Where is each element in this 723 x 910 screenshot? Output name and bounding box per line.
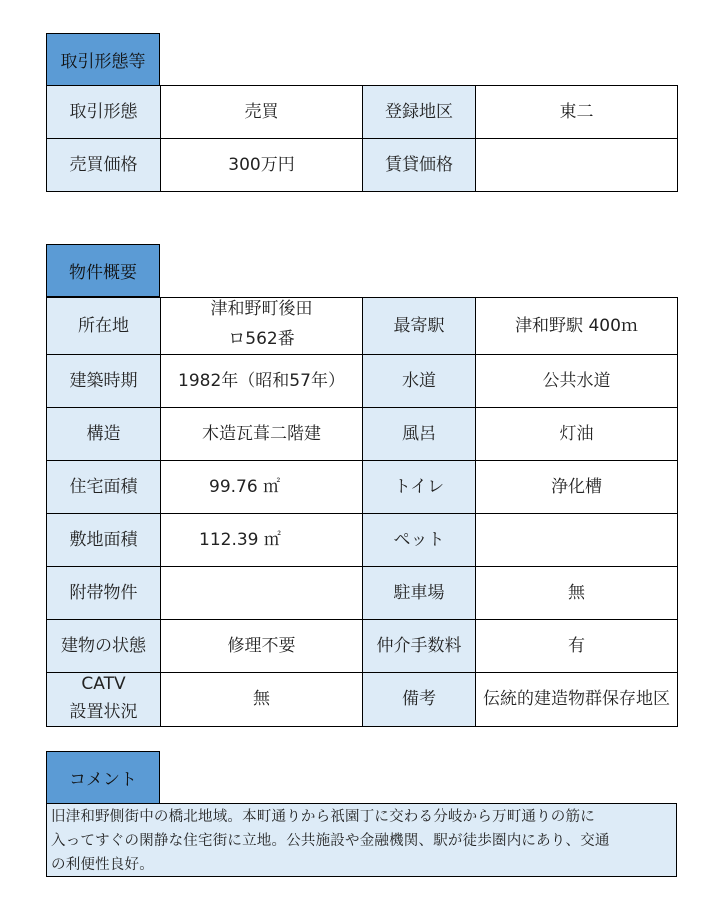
table-row	[47, 620, 678, 673]
value-floor-area: 99.76 ㎡	[161, 461, 363, 514]
label-land-area: 敷地面積	[47, 514, 161, 567]
value-sale-price: 300万円	[161, 139, 363, 192]
value-build-date: 1982年（昭和57年）	[161, 355, 363, 408]
table-row	[47, 514, 678, 567]
transaction-table	[46, 85, 678, 192]
label-build-date: 建築時期	[47, 355, 161, 408]
label-brokerage-fee: 仲介手数料	[363, 620, 476, 673]
table-row	[47, 461, 678, 514]
table-row	[47, 567, 678, 620]
label-ancillary: 附帯物件	[47, 567, 161, 620]
label-location: 所在地	[47, 298, 161, 355]
value-bath: 灯油	[476, 408, 678, 461]
value-location	[161, 298, 363, 355]
label-transaction-type: 取引形態	[47, 86, 161, 139]
comment-line-1: 旧津和野側街中の橋北地域。本町通りから祇園丁に交わる分岐から万町通りの筋に	[51, 809, 595, 825]
label-nearest-station: 最寄駅	[363, 298, 476, 355]
label-registered-district: 登録地区	[363, 86, 476, 139]
value-land-area: 112.39 ㎡	[161, 514, 363, 567]
comment-box	[46, 803, 677, 877]
value-transaction-type: 売買	[161, 86, 363, 139]
value-registered-district: 東二	[476, 86, 678, 139]
value-pet	[476, 514, 678, 567]
value-parking: 無	[476, 567, 678, 620]
label-parking: 駐車場	[363, 567, 476, 620]
catv-line-1: CATV	[81, 674, 126, 694]
location-line-2: ロ562番	[228, 329, 295, 349]
label-pet: ペット	[363, 514, 476, 567]
label-bath: 風呂	[363, 408, 476, 461]
label-floor-area: 住宅面積	[47, 461, 161, 514]
catv-line-2: 設置状況	[69, 702, 138, 722]
label-toilet: トイレ	[363, 461, 476, 514]
value-ancillary	[161, 567, 363, 620]
table-row	[47, 355, 678, 408]
value-toilet: 浄化槽	[476, 461, 678, 514]
label-catv	[47, 673, 161, 727]
label-structure: 構造	[47, 408, 161, 461]
section-title-property-overview: 物件概要	[46, 244, 160, 297]
value-catv: 無	[161, 673, 363, 727]
section-title-transaction: 取引形態等	[46, 33, 160, 86]
value-rent-price	[476, 139, 678, 192]
value-remarks: 伝統的建造物群保存地区	[476, 673, 678, 727]
value-building-condition: 修理不要	[161, 620, 363, 673]
value-water: 公共水道	[476, 355, 678, 408]
comment-line-2: 入ってすぐの閑静な住宅街に立地。公共施設や金融機関、駅が徒歩圏内にあり、交通	[51, 833, 610, 849]
section-title-comment: コメント	[46, 751, 160, 804]
location-line-1: 津和野町後田	[210, 299, 313, 319]
table-row	[47, 139, 678, 192]
table-row	[47, 86, 678, 139]
label-remarks: 備考	[363, 673, 476, 727]
table-row	[47, 673, 678, 727]
label-rent-price: 賃貸価格	[363, 139, 476, 192]
value-structure: 木造瓦葺二階建	[161, 408, 363, 461]
table-row	[47, 408, 678, 461]
comment-line-3: の利便性良好。	[51, 857, 154, 873]
label-sale-price: 売買価格	[47, 139, 161, 192]
table-row	[47, 298, 678, 355]
label-building-condition: 建物の状態	[47, 620, 161, 673]
label-water: 水道	[363, 355, 476, 408]
value-nearest-station: 津和野駅 400ｍ	[476, 298, 678, 355]
value-brokerage-fee: 有	[476, 620, 678, 673]
property-table	[46, 297, 678, 727]
